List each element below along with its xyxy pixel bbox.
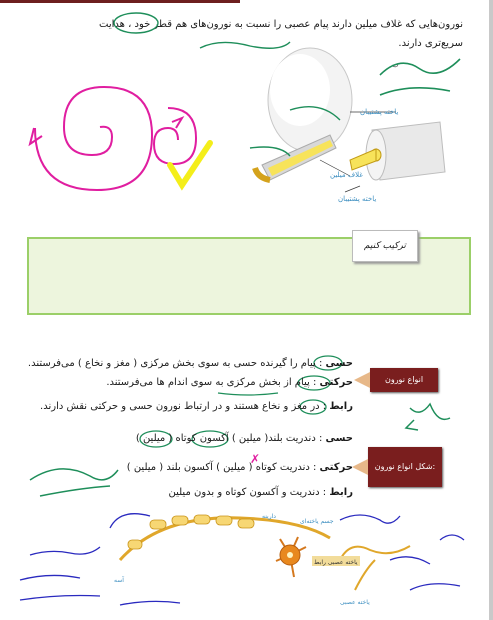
shapes-sensory-text: : دندریت بلند( میلین ) آکسون کوتاه ( میلین ) [135,433,326,444]
figure-label-myelin: غلاف میلین [330,171,363,179]
diagram-label-axon: آسه [114,577,124,584]
neuron-shapes-label-text: شکل انواع نورون: [374,462,436,471]
types-inter-text: : در مغز و نخاع هستند و در ارتباط نورون حسی و حرکتی نقش دارند. [40,401,330,412]
shapes-inter-term: رابط [329,487,353,498]
neuron-types-label-text: انواع نورون [384,375,424,384]
types-sensory-term: حسی [325,358,353,369]
intro-line-2: سریع‌تری دارند. [398,38,463,49]
shapes-motor-text: : دندریت کوتاه ( میلین ) آکسون بلند ( میلین ) [126,462,320,473]
intro-line-1: نورون‌هایی که غلاف میلین دارند پیام عصبی را نسبت به نورون‌های هم قطر خود ، هدایت [99,19,463,30]
types-motor-term: حرکتی [319,377,353,388]
types-motor-text: : پیام از بخش مرکزی به سوی اندام ها می‌فرستند. [106,377,320,388]
figure-label-b: ب [392,61,399,69]
shapes-inter-text: : دندریت و آکسون کوتاه و بدون میلین [168,487,330,498]
svg-text:✗: ✗ [250,452,261,466]
diagram-label-dendrite: دارینه [262,513,276,520]
figure-label-support: یاخته پشتیبان [360,108,399,116]
diagram-label-cell-body: جسم یاخته‌ای [300,518,334,525]
types-sensory-text: : پیام را گیرنده حسی به سوی بخش مرکزی ( مغز و نخاع ) می‌فرستند. [27,358,326,369]
combine-title: ترکیب کنیم [352,230,418,262]
shapes-motor-term: حرکتی [319,462,353,473]
figure-label-support-2: یاخته پشتیبان [338,195,377,203]
types-inter-term: رابط [329,401,353,412]
shapes-sensory-term: حسی [325,433,353,444]
diagram-label-sensory: یاخته عصبی [340,599,370,606]
diagram-label-interneuron: یاخته عصبی رابط [314,559,358,566]
